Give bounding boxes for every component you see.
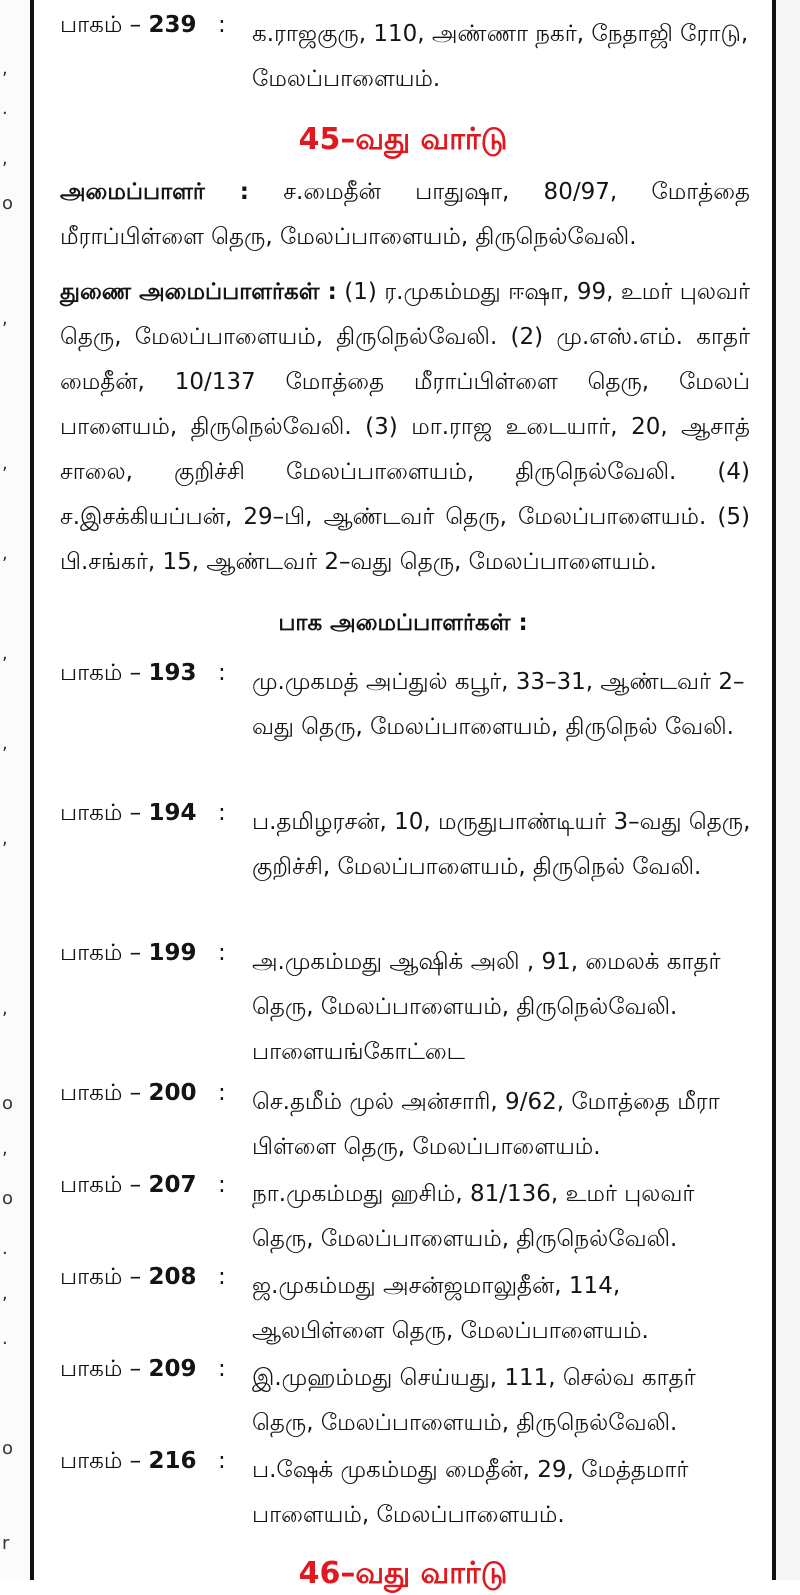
booth-address: இ.முஹம்மது செய்யது, 111, செல்வ காதர் தெரு, மேலப்பாளையம், திருநெல்வேலி. [252,1365,696,1436]
booth-address: ப.தமிழரசன், 10, மருதுபாண்டியர் 3–வது தெரு, குறிச்சி, மேலப்பாளையம், திருநெல் வேலி. [252,809,751,880]
deputy-paragraph [60,270,750,585]
booth-address: நா.முகம்மது ஹசிம், 81/136, உமர் புலவர் தெரு, மேலப்பாளையம், திருநெல்வேலி. [252,1181,695,1252]
booth-address: செ.தமீம் முல் அன்சாரி, 9/62, மோத்தை மீரா பிள்ளை தெரு, மேலப்பாளையம். [252,1089,720,1160]
booth-address: க.ராஜகுரு, 110, அண்ணா நகர், நேதாஜி ரோடு, மேலப்பாளையம். [252,21,749,92]
document-column: பாகம் – 239 : க.ராஜகுரு, 110, அண்ணா நகர், நேதாஜி ரோடு, மேலப்பாளையம். 45–வது வார்டு அமைப்பாளர் : ச.மைதீன் பாதுஷா, 80/97, மோத்தை மீராப்பிள்ளை தெரு, மேலப்பாளையம், திருநெல்வேலி. துணை அமைப்பாளர்கள் : (1) ர.முகம்மது ஈஷா, 99, உமர் புலவர் தெரு, மேலப்பாளையம், திருநெல்வேலி. (2) மு.எஸ்.எம். காதர் மைதீன், 10/137 மோத்தை மீராப்பிள்ளை தெரு, மேலப் பாளையம், திருநெல்வேலி. (3) மா.ராஜ உடையார், 20, ஆசாத் சாலை, குறிச்சி மேலப்பாளையம், திருநெல்வேலி. (4) ச.இசக்கியப்பன், 29–பி, ஆண்டவர் தெரு, மேலப்பாளையம். (5) பி.சங்கர், 15, ஆண்டவர் 2–வது தெரு, மேலப்பாளையம். பாக அமைப்பாளர்கள் : பாகம் – 193 : மு.முகமத் அப்துல் கபூர், 33–31, ஆண்டவர் 2–வது தெரு, மேலப்பாளையம், திருநெல் வேலி. பாகம் – 194 : ப.தமிழரசன், 10, மருதுபாண்டியர் 3–வது தெரு, குறிச்சி, மேலப்பாளையம், திருநெல் வேலி. பாகம் – 199 : அ.முகம்மது ஆஷிக் அலி , 91, மைலக் காதர் தெரு, மேலப்பாளையம், திருநெல்வேலி. பாளையங்கோட்டை பாகம் – 200 : செ.தமீம் முல் அன்சாரி, 9/62, மோத்தை மீரா பிள்ளை தெரு, மேலப்பாளையம். பாகம் – 207 : நா.முகம்மது ஹசிம், 81/136, உமர் புலவர் தெரு, மேலப்பாளையம், திருநெல்வேலி. பாகம் – 208 : ஜ.முகம்மது அசன்ஜமாலுதீன், 114, ஆலபிள்ளை தெரு, மேலப்பாளையம். பாகம் – 209 : இ.முஹம்மது செய்யது, 111, செல்வ காதர் தெரு, மேலப்பாளையம், திருநெல்வேலி. பாகம் – 216 : ப.ஷேக் முகம்மது மைதீன், 29, மேத்தமார் பாளையம், மேலப்பாளையம். 46–வது வார்டு [34,0,772,1580]
booth-label: பாகம் – 239 [60,12,197,38]
deputy-label: துணை அமைப்பாளர்கள் : [60,279,337,305]
booth-address: ஜ.முகம்மது அசன்ஜமாலுதீன், 114, ஆலபிள்ளை தெரு, மேலப்பாளையம். [252,1273,649,1344]
booth-address: அ.முகம்மது ஆஷிக் அலி , 91, மைலக் காதர் தெரு, மேலப்பாளையம், திருநெல்வேலி. பாளையங்கோட்டை [252,949,721,1065]
left-column-fragment: , . , o , , , , , , , o , o . , . o r [0,0,30,1580]
booth-address: மு.முகமத் அப்துல் கபூர், 33–31, ஆண்டவர் 2–வது தெரு, மேலப்பாளையம், திருநெல் வேலி. [252,669,745,740]
organizer-text: ச.மைதீன் பாதுஷா, 80/97, மோத்தை மீராப்பிள்ளை தெரு, மேலப்பாளையம், திருநெல்வேலி. [60,179,750,250]
ward-title-45: 45–வது வார்டு [298,122,508,157]
booth-address: ப.ஷேக் முகம்மது மைதீன், 29, மேத்தமார் பாளையம், மேலப்பாளையம். [252,1457,689,1528]
deputy-text: (1) ர.முகம்மது ஈஷா, 99, உமர் புலவர் தெரு, மேலப்பாளையம், திருநெல்வேலி. (2) மு.எஸ்.எம். காதர் மைதீன், 10/137 மோத்தை மீராப்பிள்ளை தெரு, மேலப் பாளையம், திருநெல்வேலி. (3) மா.ராஜ உடையார், 20, ஆசாத் சாலை, குறிச்சி மேலப்பாளையம், திருநெல்வேலி. (4) ச.இசக்கியப்பன், 29–பி, ஆண்டவர் தெரு, மேலப்பாளையம். (5) பி.சங்கர், 15, ஆண்டவர் 2–வது தெரு, மேலப்பாளையம். [60,279,751,575]
organizer-paragraph [60,170,750,260]
right-margin [776,0,800,1580]
organizer-label: அமைப்பாளர் : [60,179,250,205]
section-heading: பாக அமைப்பாளர்கள் : [278,610,528,636]
ward-title-46: 46–வது வார்டு [298,1556,508,1591]
